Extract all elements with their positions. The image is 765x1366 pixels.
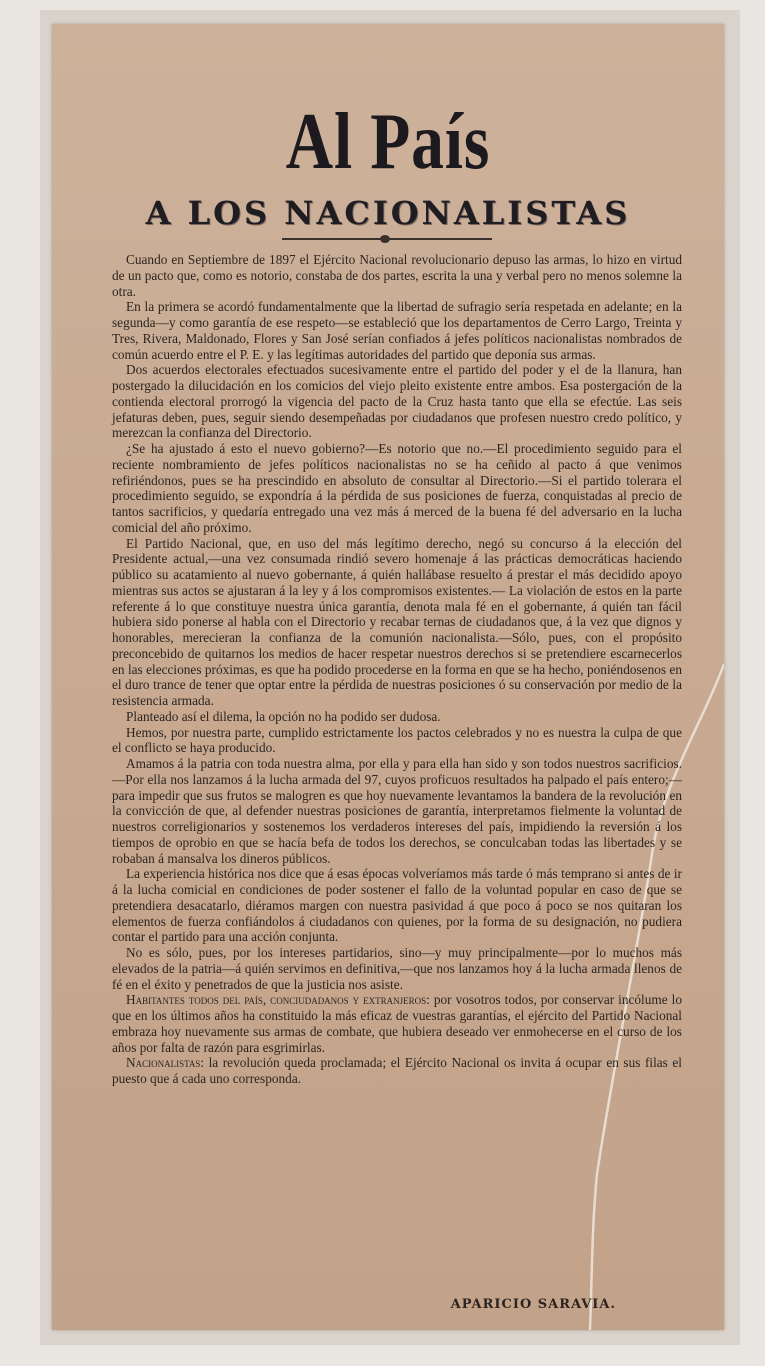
paragraph: En la primera se acordó fundamentalmente que la libertad de sufragio sería respetada en adelante; en la segunda—y como garantía de ese respeto—se estableció que los departamentos de Cerro Largo, Treinta y Tres, Rivera, Maldonado, Flores y San José serían confiados á jefes políticos nacionalistas nombrados de común acuerdo entre el P. E. y las legítimas autoridades del partido que deponía sus armas.	[112, 299, 682, 362]
address-text: por vosotros todos, por conservar incólume lo que en los últimos años ha constituido la más eficaz de vuestras garantías, el ejército del Partido Nacional embraza hoy nuevamente sus armas de combate, que hubiera deseado ver enmohecerse en el curso de los años por falta de razón para esgrimirlas.	[112, 992, 682, 1055]
paragraph: Amamos á la patria con toda nuestra alma, por ella y para ella han sido y son todos nuestros sacrificios.—Por ella nos lanzamos á la lucha armada del 97, cuyos proficuos resultados ha palpado el país entero;—para impedir que sus frutos se malogren es que hoy nuevamente levantamos la bandera de la revolución en la convicción de que, al defender nuestras posiciones de garantía, interpretamos fielmente la voluntad de nuestros correligionarios y sostenemos los verdaderos intereses del país, impidiendo la reversión á los tiempos de oprobio en que se hacía befa de todos los derechos, se conculcaban todas las libertades y se robaban á mansalva los dineros públicos.	[112, 756, 682, 866]
decorative-rule	[282, 238, 492, 240]
address-text: la revolución queda proclamada; el Ejército Nacional os invita á ocupar en sus filas el puesto que á cada uno corresponda.	[112, 1055, 682, 1086]
signature: APARICIO SARAVIA.	[450, 1297, 616, 1312]
poster-title: Al País	[285, 98, 491, 186]
paragraph: Planteado así el dilema, la opción no ha podido ser dudosa.	[126, 708, 441, 724]
address-paragraph	[112, 1055, 682, 1087]
poster-paper	[52, 24, 724, 1330]
address-lead: Habitantes todos del país, conciudadanos y extranjeros:	[126, 992, 430, 1008]
paragraph: La experiencia histórica nos dice que á esas épocas volveríamos más tarde ó más temprano si antes de ir á la lucha comicial en condiciones de poder sostener el fallo de la voluntad popular en caso de que se pretendiera desacatarlo, diéramos margen con nuestra pasividad á que poco á poco se nos quitaran los elementos de fuerza confiándolos á ciudadanos con quienes, por la forma de su designación, no pudiera contar el partido para una acción conjunta.	[112, 866, 682, 945]
paragraph: ¿Se ha ajustado á esto el nuevo gobierno?—Es notorio que no.—El procedimiento seguido para el reciente nombramiento de jefes políticos nacionalistas no se ha ceñido al pacto á que venimos refiriéndonos, pues se ha prescindido en absoluto de consultar al Directorio.—Si el partido tolerara el procedimiento seguido, se expondría á la pérdida de sus posiciones de fuerza, conquistadas al precio de tantos sacrificios, y quedaría entregado una vez más á merced de la buena fé del adversario en la lucha comicial del año próximo.	[112, 441, 682, 535]
poster-body	[112, 252, 682, 1087]
paragraph: Cuando en Septiembre de 1897 el Ejército Nacional revolucionario depuso las armas, lo hizo en virtud de un pacto que, como es notorio, constaba de dos partes, escrita la una y verbal pero no menos solemne la otra.	[112, 252, 682, 299]
poster-subtitle: A LOS NACIONALISTAS	[145, 194, 631, 232]
paragraph: El Partido Nacional, que, en uso del más legítimo derecho, negó su concurso á la elección del Presidente actual,—una vez consumada rindió severo homenaje á las prácticas democráticas haciendo público su acatamiento al nuevo gobernante, á quién hallábase resuelto á prestar el más decidido apoyo mientras sus actos se ajustaran á la ley y á los compromisos existentes.— La violación de estos en la parte referente á lo que constituye nuestra única garantía, denota mala fé en el gobernante, á quién tan fácil hubiera sido ponerse al habla con el Directorio y recabar ternas de ciudadanos que, á la vez que dignos y honorables, merecieran la confianza de la comunión nacionalista.—Sólo, pues, con el propósito preconcebido de quitarnos los medios de hacer respetar nuestros derechos si se pretendiere escarnecerlos en las elecciones próximas, es que ha podido procederse en la forma en que se ha hecho, poniéndosenos en el duro trance de tener que optar entre la pérdida de nuestras posiciones ó su conservación por medio de la resistencia armada.	[112, 535, 682, 708]
paragraph: No es sólo, pues, por los intereses partidarios, sino—y muy principalmente—por lo muchos más elevados de la patria—á quién servimos en definitiva,—que nos lanzamos hoy á la lucha armada llenos de fé en el éxito y penetrados de que la justicia nos asiste.	[112, 945, 682, 992]
paragraph: Hemos, por nuestra parte, cumplido estrictamente los pactos celebrados y no es nuestra la culpa de que el conflicto se haya producido.	[112, 724, 682, 756]
address-lead: Nacionalistas:	[126, 1055, 205, 1071]
address-paragraph	[112, 992, 682, 1055]
paragraph: Dos acuerdos electorales efectuados sucesivamente entre el partido del poder y el de la llanura, han postergado la dilucidación en los comicios del viejo pleito existente entre ambos. Esa postergación de la contienda electoral prorrogó la vigencia del pacto de la Cruz hasta tanto que ella se efectúe. Las seis jefaturas deben, pues, seguir siendo desempeñadas por ciudadanos que profesen nuestro credo político, y merezcan la confianza del Directorio.	[112, 362, 682, 441]
